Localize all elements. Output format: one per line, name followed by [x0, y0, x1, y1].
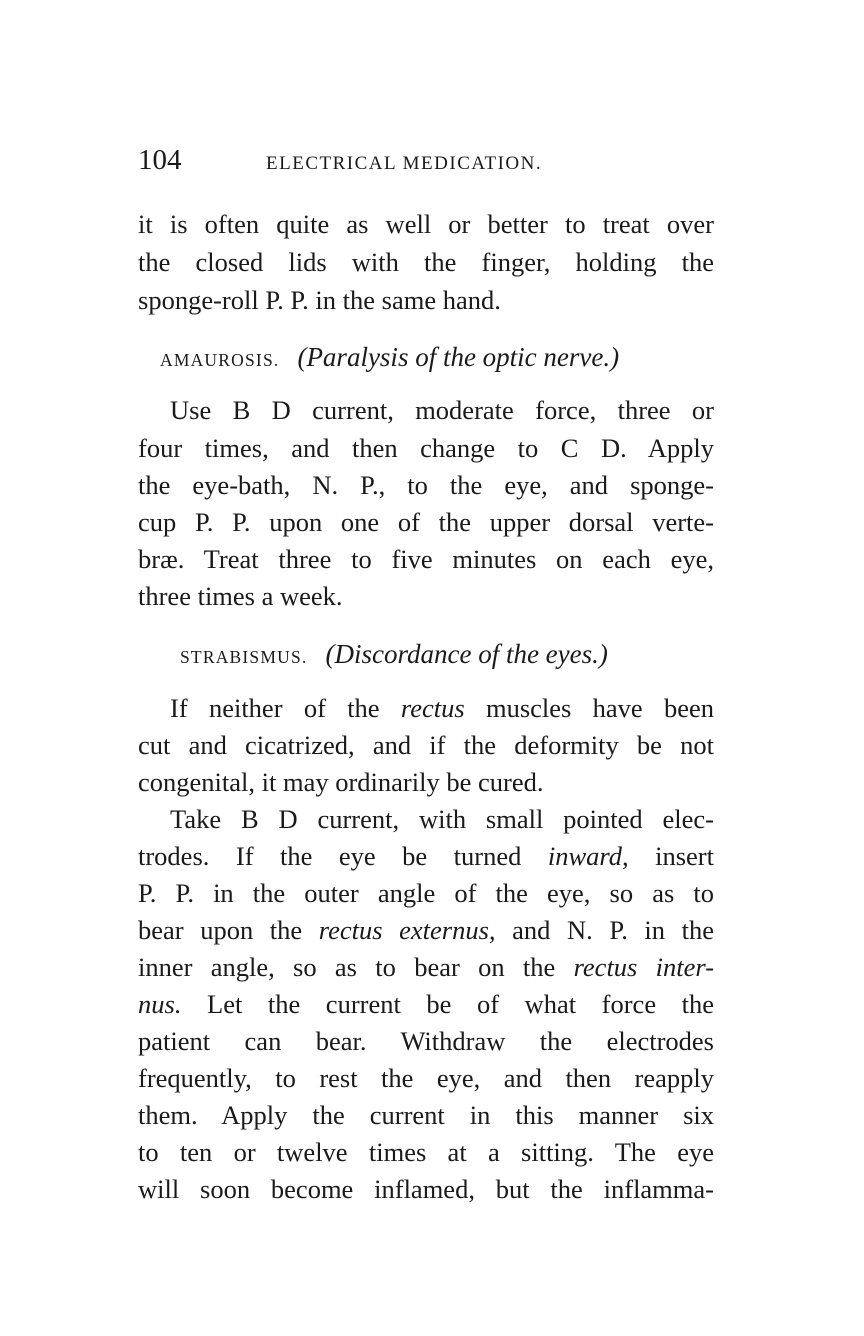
- text-line: If neither of the rectus muscles have been: [170, 693, 715, 723]
- text-line: the eye-bath, N. P., to the eye, and sponge-: [138, 470, 714, 500]
- text-line: the closed lids with the finger, holding the: [138, 247, 714, 277]
- text-line: cup P. P. upon one of the upper dorsal verte-: [138, 507, 714, 537]
- text-line: four times, and then change to C D. Apply: [138, 433, 714, 463]
- text-line: will soon become inflamed, but the inflamma-: [138, 1174, 714, 1204]
- section-heading-amaurosis: [160, 337, 619, 377]
- text-line: them. Apply the current in this manner six: [138, 1100, 714, 1130]
- running-head: ELECTRICAL MEDICATION.: [266, 153, 543, 174]
- section-gloss: (Discordance of the eyes.): [325, 639, 608, 669]
- text-line: congenital, it may ordinarily be cured.: [138, 767, 544, 797]
- section-term: AMAUROSIS.: [160, 350, 280, 370]
- text-line: cut and cicatrized, and if the deformity be not: [138, 730, 714, 760]
- page-number: 104: [138, 144, 182, 176]
- text-line: Take B D current, with small pointed elec-: [170, 804, 714, 834]
- text-line: bræ. Treat three to five minutes on each eye,: [138, 544, 714, 574]
- text-line: trodes. If the eye be turned inward, insert: [138, 841, 714, 871]
- text-line: Use B D current, moderate force, three or: [170, 395, 714, 425]
- text-line: to ten or twelve times at a sitting. The eye: [138, 1137, 714, 1167]
- text-line: it is often quite as well or better to treat over: [138, 209, 714, 239]
- text-line: P. P. in the outer angle of the eye, so as to: [138, 878, 714, 908]
- text-line: frequently, to rest the eye, and then reapply: [138, 1063, 714, 1093]
- section-term: STRABISMUS.: [180, 647, 308, 667]
- text-line: nus. Let the current be of what force the: [138, 989, 715, 1019]
- text-line: bear upon the rectus externus, and N. P. in the: [138, 915, 715, 945]
- section-gloss: (Paralysis of the optic nerve.): [297, 342, 620, 372]
- text-line: three times a week.: [138, 581, 343, 611]
- text-line: sponge-roll P. P. in the same hand.: [138, 285, 501, 315]
- text-line: inner angle, so as to bear on the rectus inter-: [138, 952, 715, 982]
- page-header: [138, 140, 718, 180]
- section-heading-strabismus: [180, 634, 608, 674]
- text-line: patient can bear. Withdraw the electrodes: [138, 1026, 714, 1056]
